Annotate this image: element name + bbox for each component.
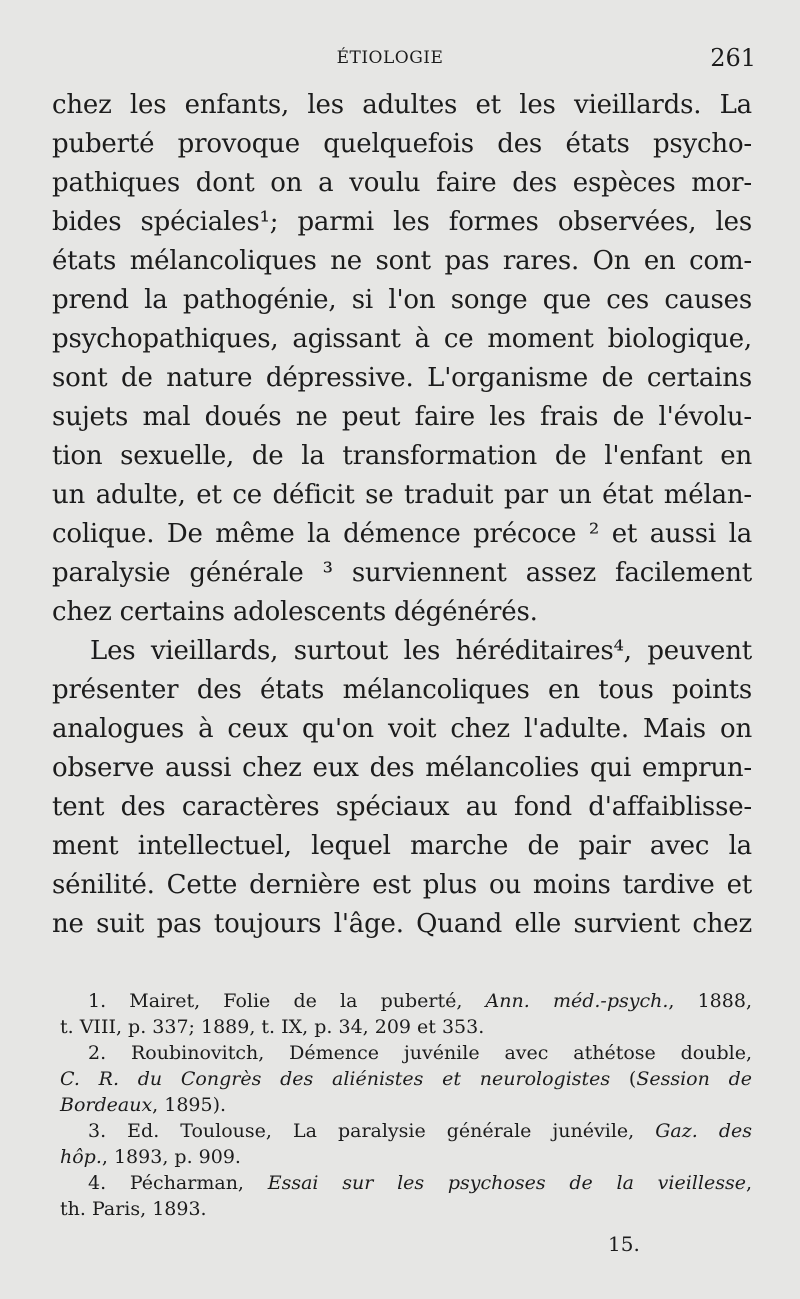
footnote-session: Session de [636, 1068, 752, 1090]
body-text [52, 86, 752, 944]
text-line: états mélancoliques ne sont pas rares. On en com- [52, 246, 752, 276]
text-line: ment intellectuel, lequel marche de pair avec la [52, 831, 752, 861]
footnote-3-line [60, 1144, 752, 1170]
text-line: psychopathiques, agissant à ce moment biologique, [52, 324, 752, 354]
text-line: sénilité. Cette dernière est plus ou moins tardive et [52, 870, 752, 900]
text-line: présenter des états mélancoliques en tous points [52, 675, 752, 705]
footnote-text: 3. Ed. Toulouse, La paralysie générale junévile, [88, 1120, 656, 1142]
text-line: chez certains adolescents dégénérés. [52, 597, 538, 627]
text-line: paralysie générale ³ surviennent assez facilement [52, 558, 752, 588]
text-line: un adulte, et ce déficit se traduit par un état mélan- [52, 480, 752, 510]
page-number: 261 [710, 44, 756, 72]
text-line: sont de nature dépressive. L'organisme de certains [52, 363, 752, 393]
footnote-3-line [60, 1118, 752, 1144]
footnote-journal: hôp. [60, 1146, 102, 1168]
footnote-text: 1. Mairet, Folie de la puberté, [88, 990, 486, 1012]
text-line: puberté provoque quelquefois des états psycho- [52, 129, 752, 159]
footnote-proceedings: C. R. du Congrès des aliénistes et neurologistes [60, 1068, 611, 1090]
footnote-2-line: 2. Roubinovitch, Démence juvénile avec athétose double, [88, 1042, 752, 1064]
text-line: tent des caractères spéciaux au fond d'affaiblisse- [52, 792, 752, 822]
signature-mark: 15. [608, 1232, 640, 1256]
text-line: sujets mal doués ne peut faire les frais de l'évolu- [52, 402, 752, 432]
text-line: chez les enfants, les adultes et les vieillards. La [52, 90, 752, 120]
footnote-text: , 1888, [668, 990, 752, 1012]
running-head [0, 44, 800, 74]
footnote-text: , 1895). [152, 1094, 227, 1116]
running-title: ÉTIOLOGIE [336, 48, 444, 68]
footnote-4-line: th. Paris, 1893. [60, 1198, 207, 1220]
footnote-journal: Gaz. des [655, 1120, 752, 1142]
footnote-title: Essai sur les psychoses de la vieillesse [267, 1172, 746, 1194]
text-line: ne suit pas toujours l'âge. Quand elle survient chez [52, 909, 752, 939]
footnote-2-line [60, 1092, 752, 1118]
text-line: tion sexuelle, de la transformation de l'enfant en [52, 441, 752, 471]
text-line: pathiques dont on a voulu faire des espèces mor- [52, 168, 752, 198]
text-line: prend la pathogénie, si l'on songe que ces causes [52, 285, 752, 315]
footnotes [60, 988, 752, 1222]
footnote-2-line [60, 1066, 752, 1092]
footnote-text: , 1893, p. 909. [101, 1146, 241, 1168]
footnote-text: ( [610, 1068, 637, 1090]
text-line: bides spéciales¹; parmi les formes observées, les [52, 207, 752, 237]
text-line: observe aussi chez eux des mélancolies qui emprun- [52, 753, 752, 783]
text-line: colique. De même la démence précoce ² et aussi la [52, 519, 752, 549]
footnote-1-line: t. VIII, p. 337; 1889, t. IX, p. 34, 209 et 353. [60, 1016, 485, 1038]
footnote-place: Bordeaux [60, 1094, 153, 1116]
text-line: analogues à ceux qu'on voit chez l'adulte. Mais on [52, 714, 752, 744]
footnote-4-line [60, 1170, 752, 1196]
footnote-1-line [60, 988, 752, 1014]
paragraph-start-line: Les vieillards, surtout les héréditaires⁴, peuvent [90, 636, 752, 666]
footnote-text: 4. Pécharman, [88, 1172, 268, 1194]
footnote-journal: Ann. méd.-psych. [485, 990, 669, 1012]
footnote-text: , [745, 1172, 752, 1194]
